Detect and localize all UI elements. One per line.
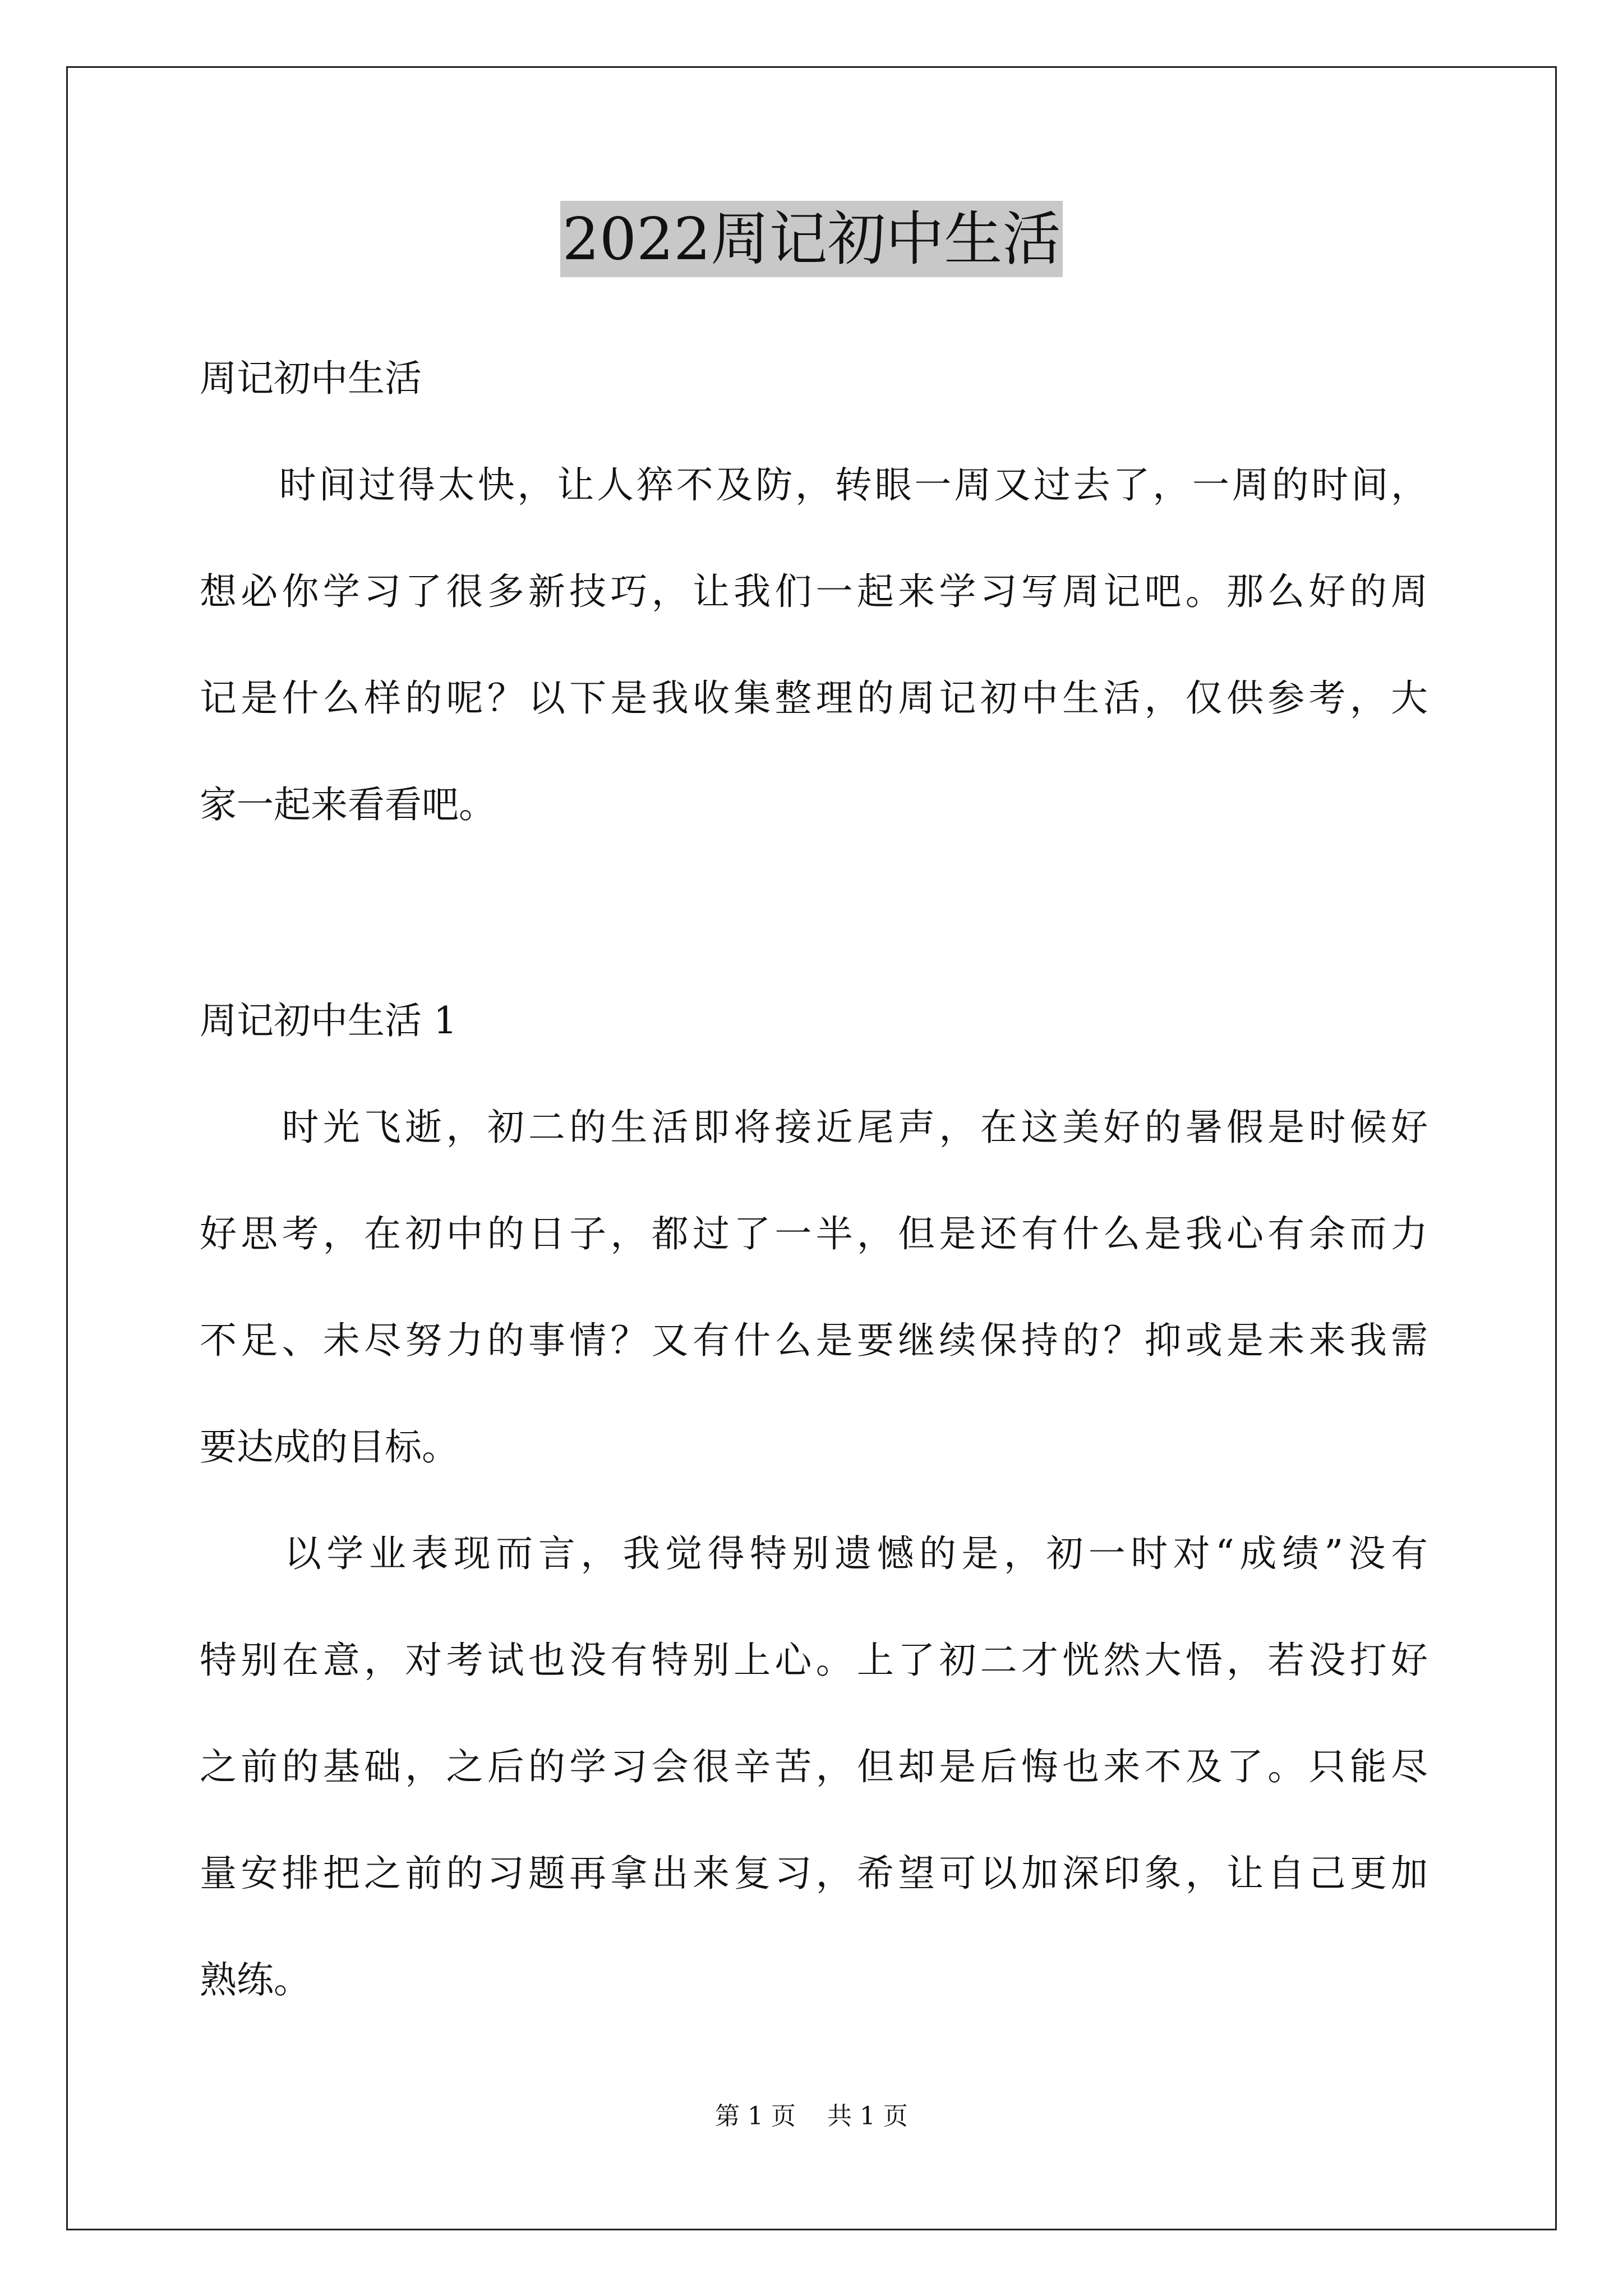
page-footer — [0, 2101, 1623, 2132]
paragraph-line: 之前的基础，之后的学习会很辛苦，但却是后悔也来不及了。只能尽 — [200, 1745, 1428, 1788]
page-number: 第 1 页 — [715, 2102, 796, 2131]
paragraph-line: 不足、未尽努力的事情？又有什么是要继续保持的？抑或是未来我需 — [200, 1319, 1428, 1362]
paragraph-line: 量安排把之前的习题再拿出来复习，希望可以加深印象，让自己更加 — [200, 1852, 1428, 1895]
paragraph-line: 家一起来看看吧。 — [200, 783, 496, 826]
paragraph-line: 以学业表现而言，我觉得特别遗憾的是，初一时对“成绩”没有 — [200, 1532, 1428, 1575]
title-container — [0, 201, 1623, 277]
section-heading: 周记初中生活 1 — [200, 999, 457, 1042]
paragraph-line: 熟练。 — [200, 1958, 311, 2001]
page-total: 共 1 页 — [827, 2102, 908, 2131]
paragraph-line: 时间过得太快，让人猝不及防，转眼一周又过去了，一周的时间， — [200, 463, 1428, 507]
paragraph-line: 好思考，在初中的日子，都过了一半，但是还有什么是我心有余而力 — [200, 1212, 1428, 1255]
paragraph-line: 记是什么样的呢？以下是我收集整理的周记初中生活，仅供参考，大 — [200, 677, 1428, 720]
paragraph-line: 要达成的目标。 — [200, 1425, 459, 1469]
paragraph-line: 想必你学习了很多新技巧，让我们一起来学习写周记吧。那么好的周 — [200, 570, 1428, 613]
subtitle: 周记初中生活 — [200, 357, 422, 400]
paragraph-line: 特别在意，对考试也没有特别上心。上了初二才恍然大悟，若没打好 — [200, 1639, 1428, 1682]
paragraph-line: 时光飞逝，初二的生活即将接近尾声，在这美好的暑假是时候好 — [200, 1106, 1428, 1149]
document-title: 2022周记初中生活 — [560, 201, 1063, 277]
